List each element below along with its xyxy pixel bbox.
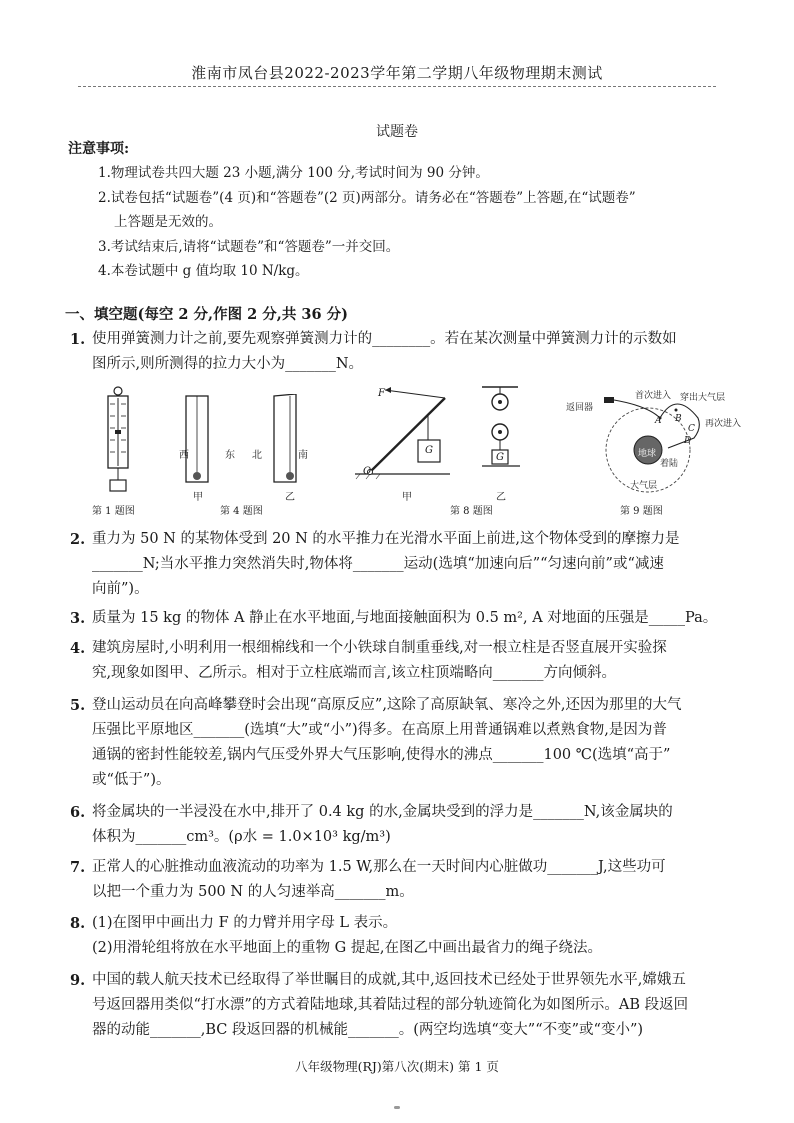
fig9-label-earth: 地球	[638, 449, 657, 459]
plumb-line-figure	[178, 394, 308, 486]
pulley-figure	[480, 386, 530, 486]
question-5	[70, 693, 740, 793]
question-text-line: 压强比平原地区_______(选填“大”或“小”)得多。在高原上用普通锅难以煮熟食物,是因为普	[92, 722, 667, 738]
question-text-line: 究,现象如图甲、乙所示。相对于立柱底端而言,该立柱顶端略向_______方向倾斜。	[92, 665, 616, 681]
fig4-label-north: 北	[252, 450, 262, 461]
question-number: 1.	[70, 331, 86, 348]
question-text-line: 正常人的心脏推动血液流动的功率为 1.5 W,那么在一天时间内心脏做功_______J,这些功可	[92, 859, 666, 875]
page-footer: 八年级物理(RJ)第八次(期末) 第 1 页	[295, 1059, 499, 1074]
fig9-label-a: A	[655, 416, 662, 426]
question-9	[70, 968, 740, 1043]
notice-item: 4.本卷试题中 g 值均取 10 N/kg。	[98, 263, 309, 279]
question-text-line: 向前”)。	[92, 581, 149, 597]
fig9-label-landing: 着陆	[660, 459, 679, 469]
notice-item: 上答题是无效的。	[114, 214, 222, 230]
notice-item: 1.物理试卷共四大题 23 小题,满分 100 分,考试时间为 90 分钟。	[98, 165, 489, 181]
fig8-label-yi: 乙	[496, 492, 506, 503]
fig8-label-weight: G	[425, 445, 433, 456]
fig9-label-exit: 穿出大气层	[680, 393, 726, 403]
fig8-label-force: F	[378, 388, 385, 399]
question-number: 5.	[70, 697, 86, 714]
reentry-trajectory-figure	[588, 388, 738, 496]
question-text-line: 建筑房屋时,小明利用一根细棉线和一个小铁球自制重垂线,对一根立柱是否竖直展开实验探	[92, 640, 667, 656]
question-text-line: (1)在图甲中画出力 F 的力臂并用字母 L 表示。	[92, 915, 398, 931]
notice-item: 3.考试结束后,请将“试题卷”和“答题卷”一并交回。	[98, 238, 400, 255]
question-text-line: _______N;当水平推力突然消失时,物体将_______运动(选填“加速向后”“匀速向前”或“减速	[92, 556, 664, 572]
notice-item: 2.试卷包括“试题卷”(4 页)和“答题卷”(2 页)两部分。请务必在“答题卷”上答题,在“试题卷”	[98, 189, 636, 206]
fig8-label-jia: 甲	[402, 492, 412, 503]
question-text-line: 器的动能_______,BC 段返回器的机械能_______。(两空均选填“变大”“不变”或“变小”)	[92, 1022, 644, 1038]
fig8-label-pivot: O	[363, 466, 372, 477]
question-6	[70, 800, 740, 850]
section-title: 一、填空题(每空 2 分,作图 2 分,共 36 分)	[65, 306, 348, 323]
question-8	[70, 911, 740, 961]
paper-subtitle: 试题卷	[376, 124, 418, 140]
question-3	[70, 606, 740, 631]
question-text-line: 通锅的密封性能较差,锅内气压受外界大气压影响,使得水的沸点_______100 ℃(选填“高于”	[92, 747, 671, 763]
question-text-line: 中国的载人航天技术已经取得了举世瞩目的成就,其中,返回技术已经处于世界领先水平,嫦娥五	[92, 972, 686, 988]
fig9-label-d: D	[684, 436, 692, 446]
fig4-label-west: 西	[179, 450, 189, 461]
question-text-line: 使用弹簧测力计之前,要先观察弹簧测力计的________。若在某次测量中弹簧测力计的示数如	[92, 331, 677, 347]
fig9-label-capsule: 返回器	[566, 403, 594, 413]
question-number: 8.	[70, 915, 86, 932]
question-number: 3.	[70, 610, 86, 627]
question-text-line: 质量为 15 kg 的物体 A 静止在水平地面,与地面接触面积为 0.5 m², A 对地面的压强是_____Pa。	[92, 610, 718, 626]
question-text-line: (2)用滑轮组将放在水平地面上的重物 G 提起,在图乙中画出最省力的绳子绕法。	[92, 940, 602, 956]
question-text-line: 号返回器用类似“打水漂”的方式着陆地球,其着陆过程的部分轨迹简化为如图所示。AB 段返回	[92, 997, 689, 1013]
question-text-line: 以把一个重力为 500 N 的人匀速举高_______m。	[92, 884, 414, 900]
spring-scale-figure	[98, 386, 138, 494]
fig9-label-c: C	[688, 424, 695, 434]
fig4-label-east: 东	[225, 450, 235, 461]
question-number: 9.	[70, 972, 86, 989]
question-text-line: 体积为_______cm³。(ρ水 = 1.0×10³ kg/m³)	[92, 829, 391, 845]
question-4	[70, 636, 740, 686]
question-7	[70, 855, 740, 905]
question-text-line: 重力为 50 N 的某物体受到 20 N 的水平推力在光滑水平面上前进,这个物体受到的摩擦力是	[92, 531, 680, 547]
question-number: 2.	[70, 531, 86, 548]
exam-header-title: 淮南市凤台县2022-2023学年第二学期八年级物理期末测试	[191, 64, 603, 82]
scan-mark	[394, 1106, 400, 1109]
question-number: 6.	[70, 804, 86, 821]
fig9-label-first-entry: 首次进入	[635, 391, 672, 401]
fig4-label-yi: 乙	[285, 492, 295, 503]
question-number: 4.	[70, 640, 86, 657]
question-text-line: 登山运动员在向高峰攀登时会出现“高原反应”,这除了高原缺氧、寒冷之外,还因为那里的大气	[92, 697, 682, 713]
figure-caption: 第 4 题图	[220, 506, 263, 517]
header-divider	[78, 86, 716, 87]
question-number: 7.	[70, 859, 86, 876]
question-2	[70, 527, 740, 602]
notice-title: 注意事项:	[68, 141, 130, 157]
figure-caption: 第 9 题图	[620, 506, 663, 517]
fig9-label-atmosphere: 大气层	[630, 481, 658, 491]
fig4-label-jia: 甲	[193, 492, 203, 503]
figure-row	[80, 386, 740, 516]
fig9-label-b: B	[675, 414, 682, 424]
fig8-label-weight-2: G	[496, 452, 504, 463]
fig4-label-south: 南	[298, 450, 308, 461]
figure-caption: 第 8 题图	[450, 506, 493, 517]
fig9-label-second-entry: 再次进入	[705, 419, 742, 429]
question-1	[70, 327, 740, 377]
figure-caption: 第 1 题图	[92, 506, 135, 517]
question-text-line: 将金属块的一半浸没在水中,排开了 0.4 kg 的水,金属块受到的浮力是_______N,该金属块的	[92, 804, 673, 820]
question-text-line: 或“低于”)。	[92, 772, 171, 788]
question-text-line: 图所示,则所测得的拉力大小为_______N。	[92, 356, 364, 372]
notice-list	[98, 161, 738, 284]
